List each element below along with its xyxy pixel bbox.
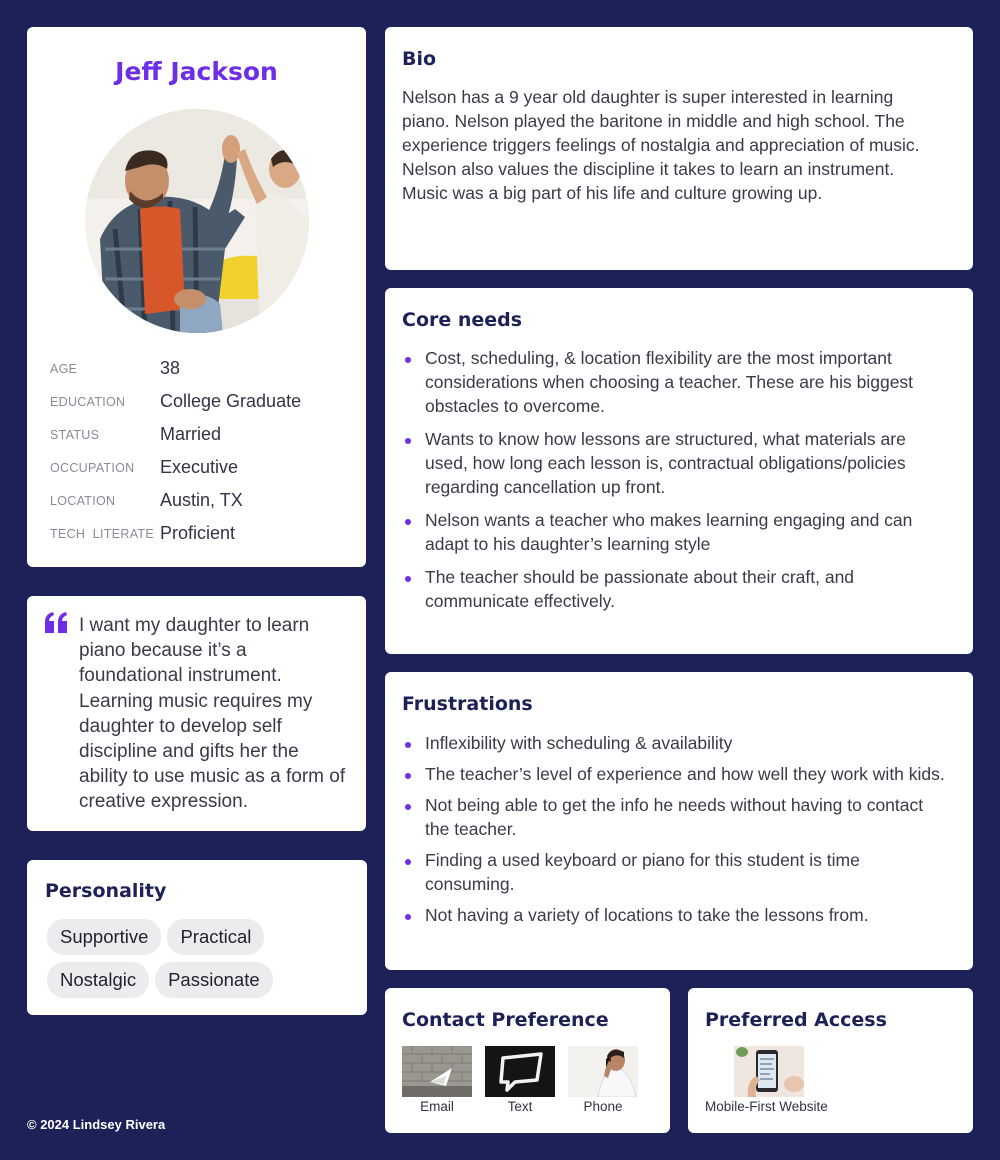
- quote-mark-icon: [44, 612, 68, 634]
- list-item-text: Nelson wants a teacher who makes learning engaging and can adapt to his daughter’s learning style: [425, 510, 913, 554]
- list-item-text: Wants to know how lessons are structured, what materials are used, how long each lesson is, contractual obligations/policies regarding cancellation up front.: [425, 429, 906, 497]
- frustrations-title: Frustrations: [402, 693, 533, 715]
- list-item: [402, 762, 947, 786]
- profile-card: [27, 27, 366, 567]
- bullet-icon: [405, 438, 411, 444]
- attribute-table: [50, 352, 350, 550]
- core-needs-list: [402, 346, 947, 622]
- personality-tag: Passionate: [155, 962, 273, 998]
- father-child-high-five-photo: [85, 109, 309, 333]
- bullet-icon: [405, 742, 411, 748]
- copyright-text: © 2024 Lindsey Rivera: [27, 1117, 166, 1132]
- list-item-text: Inflexibility with scheduling & availability: [425, 733, 733, 753]
- frustrations-list: [402, 731, 947, 934]
- attribute-value: 38: [160, 358, 181, 378]
- bullet-icon: [405, 519, 411, 525]
- preferred-access-title: Preferred Access: [705, 1009, 887, 1031]
- bullet-icon: [405, 859, 411, 865]
- list-item: [402, 903, 947, 927]
- paper-plane-icon: [402, 1046, 472, 1097]
- core-needs-card: [385, 288, 973, 654]
- personality-tag: Nostalgic: [47, 962, 149, 998]
- list-item-text: The teacher should be passionate about their craft, and communicate effectively.: [425, 567, 855, 611]
- contact-channel-text: [485, 1046, 555, 1114]
- bio-title: Bio: [402, 48, 437, 70]
- attribute-value: Proficient: [160, 523, 236, 543]
- personality-tags: [47, 919, 352, 998]
- core-needs-title: Core needs: [402, 309, 523, 331]
- list-item: [402, 848, 947, 896]
- bullet-icon: [405, 804, 411, 810]
- bullet-icon: [405, 576, 411, 582]
- personality-card: [27, 860, 367, 1015]
- list-item: [402, 346, 947, 418]
- attribute-label: EDUCATION: [50, 394, 126, 409]
- attribute-label: OCCUPATION: [50, 460, 135, 475]
- bio-text: Nelson has a 9 year old daughter is super interested in learning piano. Nelson played the baritone in middle and high school. The experience triggers feelings of nostalgia and appreciation of music. Nelson also values the discipline it takes to learn an instrument. Music was a big part of his life and culture growing up.: [402, 87, 920, 203]
- list-item-text: The teacher’s level of experience and how well they work with kids.: [425, 764, 945, 784]
- attribute-row-occupation: [50, 451, 350, 484]
- list-item: [402, 793, 947, 841]
- bullet-icon: [405, 773, 411, 779]
- personality-tag: Practical: [167, 919, 264, 955]
- attribute-row-age: [50, 352, 350, 385]
- list-item: [402, 508, 947, 556]
- list-item: [402, 565, 947, 613]
- attribute-row-tech-literate: [50, 517, 350, 550]
- attribute-label: AGE: [50, 361, 78, 376]
- neon-chat-bubble-icon: [485, 1046, 555, 1097]
- channel-label: Email: [420, 1099, 454, 1114]
- access-label: Mobile-First Website: [705, 1099, 828, 1114]
- attribute-value: College Graduate: [160, 391, 302, 411]
- access-channel-mobile: [705, 1046, 845, 1114]
- list-item-text: Not having a variety of locations to take the lessons from.: [425, 905, 869, 925]
- attribute-row-education: [50, 385, 350, 418]
- contact-preference-title: Contact Preference: [402, 1009, 609, 1031]
- quote-card: [27, 596, 366, 831]
- attribute-row-status: [50, 418, 350, 451]
- bio-card: [385, 27, 973, 270]
- list-item-text: Not being able to get the info he needs without having to contact the teacher.: [425, 795, 924, 839]
- phone-call-icon: [568, 1046, 638, 1097]
- bullet-icon: [405, 357, 411, 363]
- attribute-label: TECH LITERATE: [50, 526, 154, 541]
- contact-channel-email: [402, 1046, 472, 1114]
- smartphone-icon: [734, 1046, 804, 1097]
- attribute-value: Executive: [160, 457, 239, 477]
- list-item: [402, 731, 947, 755]
- avatar: [85, 109, 309, 333]
- attribute-value: Austin, TX: [160, 490, 243, 510]
- personality-tag: Supportive: [47, 919, 161, 955]
- attribute-value: Married: [160, 424, 222, 444]
- attribute-label: LOCATION: [50, 493, 116, 508]
- bullet-icon: [405, 914, 411, 920]
- channel-label: Text: [507, 1099, 533, 1114]
- persona-name: Jeff Jackson: [115, 57, 278, 86]
- contact-channel-phone: [568, 1046, 638, 1114]
- preferred-access-card: [688, 988, 973, 1133]
- personality-title: Personality: [45, 880, 167, 902]
- list-item-text: Cost, scheduling, & location flexibility are the most important considerations when choosing a teacher. These are his biggest obstacles to overcome.: [425, 348, 914, 416]
- list-item: [402, 427, 947, 499]
- list-item-text: Finding a used keyboard or piano for this student is time consuming.: [425, 850, 860, 894]
- quote-text: I want my daughter to learn piano because it’s a foundational instrument. Learning music requires my daughter to develop self discipline and gifts her the ability to use music as a form of creative expression.: [79, 615, 346, 813]
- attribute-row-location: [50, 484, 350, 517]
- contact-preference-card: [385, 988, 670, 1133]
- channel-label: Phone: [583, 1099, 623, 1114]
- frustrations-card: [385, 672, 973, 970]
- attribute-label: STATUS: [50, 427, 100, 442]
